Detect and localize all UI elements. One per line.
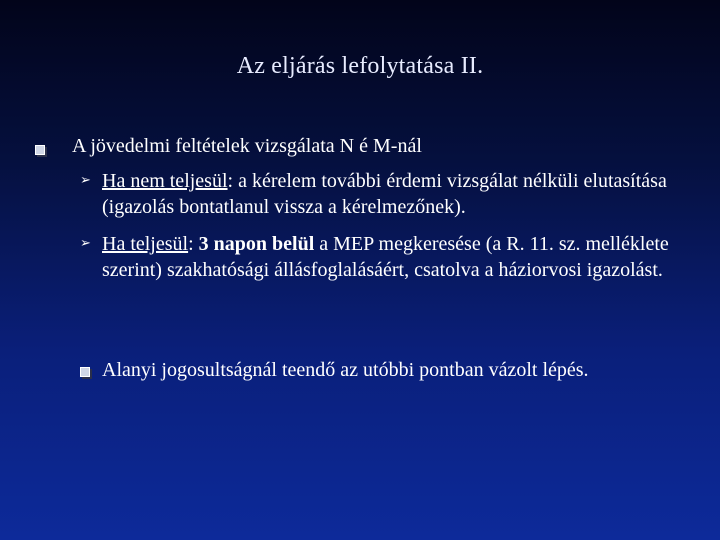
- square-bullet-icon: [35, 145, 45, 155]
- arrow-bullet-icon: ➢: [80, 173, 91, 188]
- sub-bullet-2-rest: a MEP megkeresése (a R. 11. sz. melléklete szerint) szakhatósági állásfoglalásáért, csatolva a háziorvosi igazolást.: [102, 233, 669, 281]
- slide-title: Az eljárás lefolytatása II.: [236, 53, 484, 79]
- sub-bullet-1: [102, 168, 684, 220]
- bullet-1-text: A jövedelmi feltételek vizsgálata N é M-nál: [72, 135, 422, 157]
- bullet-2-text: Alanyi jogosultságnál teendő az utóbbi pontban vázolt lépés.: [102, 359, 589, 381]
- arrow-bullet-icon: ➢: [80, 236, 91, 251]
- sub-bullet-2-lead: Ha teljesül: [102, 233, 189, 255]
- sub-bullet-2-sep: :: [188, 233, 199, 255]
- square-bullet-icon: [80, 367, 90, 377]
- sub-bullet-2-bold: 3 napon belül: [198, 233, 315, 255]
- sub-bullet-1-lead: Ha nem teljesül: [102, 170, 228, 192]
- sub-bullet-2: [102, 231, 684, 283]
- sub-bullet-1-rest: : a kérelem további érdemi vizsgálat nélküli elutasítása (igazolás bontatlanul vissza a kérelmezőnek).: [102, 170, 667, 218]
